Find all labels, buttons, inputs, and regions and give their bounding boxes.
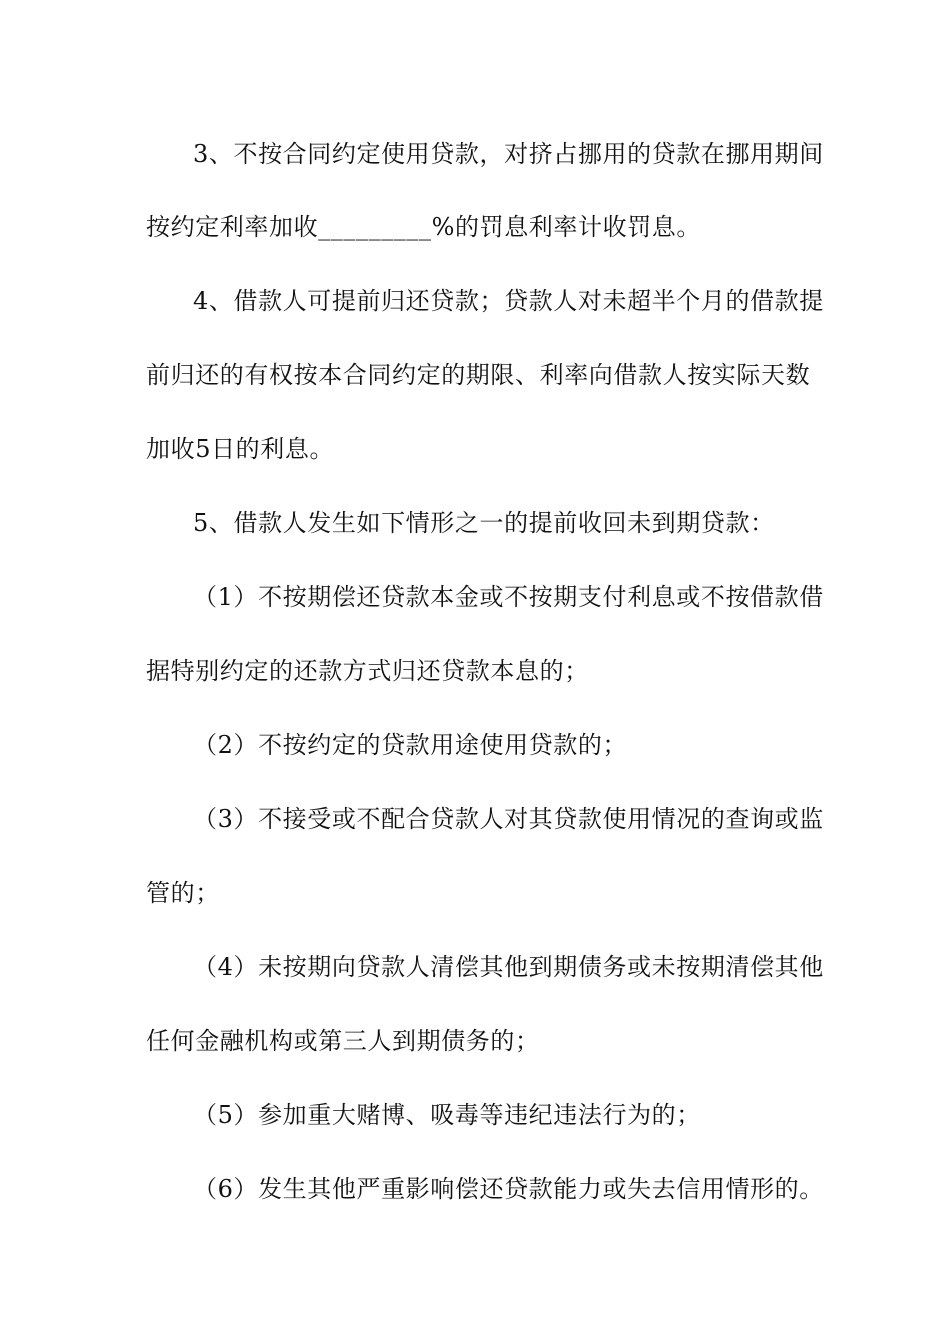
item-3-line-1: （3）不接受或不配合贷款人对其贷款使用情况的查询或监 — [193, 805, 824, 833]
paragraph-3-line-2: 按约定利率加收_________%的罚息利率计收罚息。 — [146, 213, 702, 241]
item-4-line-2: 任何金融机构或第三人到期债务的； — [146, 1027, 540, 1055]
paragraph-3-line-1: 3、不按合同约定使用贷款，对挤占挪用的贷款在挪用期间 — [193, 140, 824, 168]
paragraph-5-line-1: 5、借款人发生如下情形之一的提前收回未到期贷款： — [193, 509, 775, 537]
paragraph-4-line-2: 前归还的有权按本合同约定的期限、利率向借款人按实际天数 — [146, 361, 811, 389]
paragraph-4-line-1: 4、借款人可提前归还贷款；贷款人对未超半个月的借款提 — [193, 287, 824, 315]
item-2-line-1: （2）不按约定的贷款用途使用贷款的； — [193, 731, 628, 759]
item-5-line-1: （5）参加重大赌博、吸毒等违纪违法行为的； — [193, 1101, 701, 1129]
paragraph-4-line-3: 加收5日的利息。 — [146, 435, 335, 463]
item-1-line-2: 据特别约定的还款方式归还贷款本息的； — [146, 657, 589, 685]
item-4-line-1: （4）未按期向贷款人清偿其他到期债务或未按期清偿其他 — [193, 953, 824, 981]
item-6-line-1: （6）发生其他严重影响偿还贷款能力或失去信用情形的。 — [193, 1175, 824, 1203]
item-3-line-2: 管的； — [146, 879, 220, 907]
item-1-line-1: （1）不按期偿还贷款本金或不按期支付利息或不按借款借 — [193, 583, 824, 611]
